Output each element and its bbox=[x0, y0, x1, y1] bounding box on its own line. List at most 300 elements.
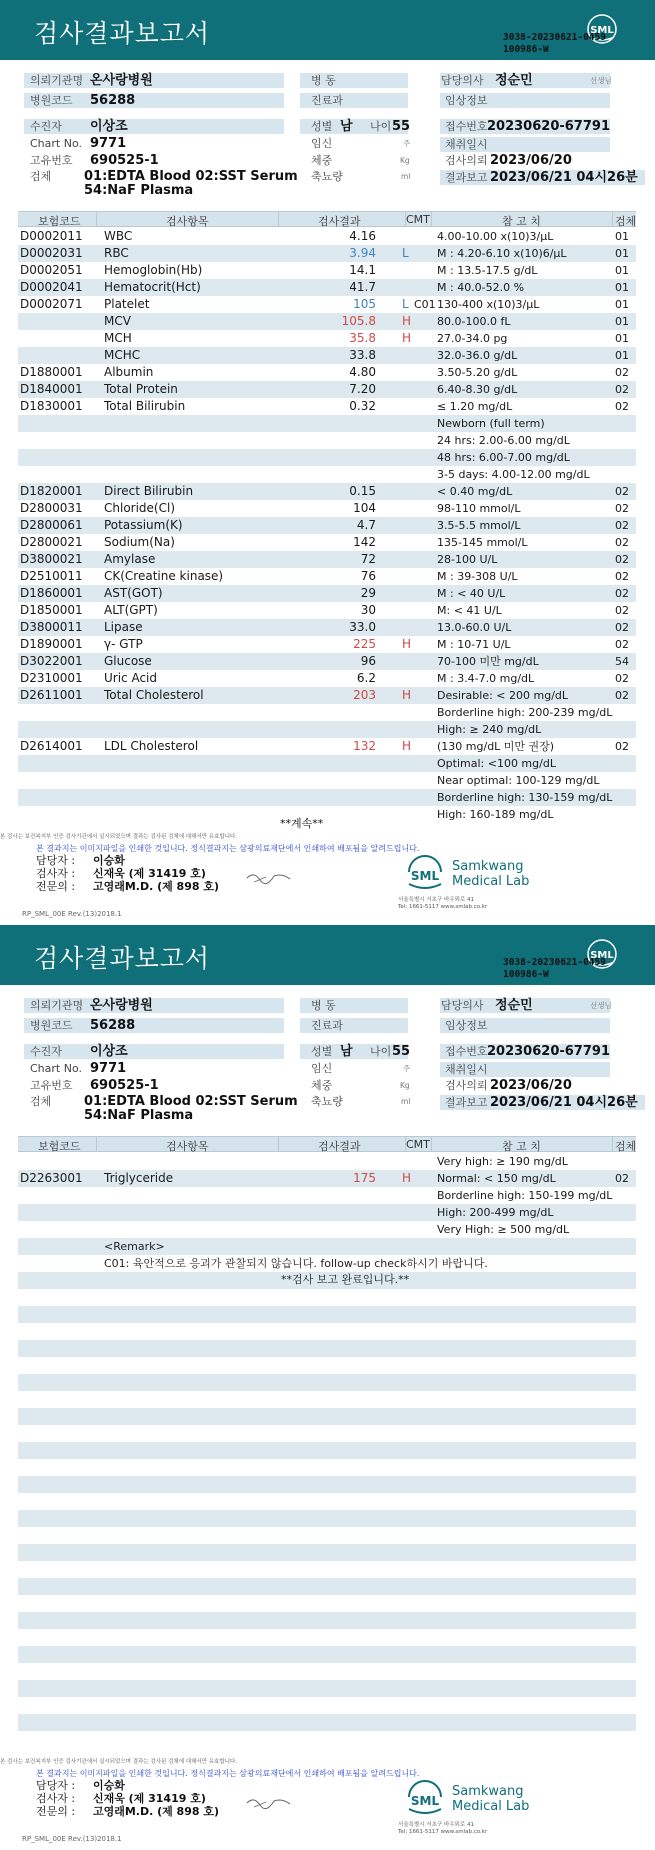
test-code: D1850001 bbox=[20, 603, 83, 617]
age-label: 나이 bbox=[370, 120, 392, 133]
reference-range: 48 hrs: 6.00-7.00 mg/dL bbox=[437, 451, 570, 464]
remark-line: C01: 육안적으로 응괴가 관찰되지 않습니다. follow-up check하시기 바랍니다. bbox=[104, 1257, 488, 1270]
reference-range: M : 3.4-7.0 mg/dL bbox=[437, 672, 535, 685]
sex-label: 성별 bbox=[311, 120, 333, 133]
test-name: RBC bbox=[104, 246, 129, 260]
test-code: D0002031 bbox=[20, 246, 83, 260]
specimen-code: 02 bbox=[615, 604, 629, 617]
collect-label: 채취일시 bbox=[445, 1063, 488, 1076]
specimen-code: 02 bbox=[615, 689, 629, 702]
footer-tel: Tel: 1661-5117 www.smlab.co.kr bbox=[398, 1829, 488, 1835]
svg-text:SML: SML bbox=[410, 869, 440, 883]
recv-label: 수진자 bbox=[30, 120, 62, 133]
staff3-name: 고영래M.D. (제 898 호) bbox=[92, 880, 220, 893]
row-stripe bbox=[18, 1612, 636, 1629]
test-result: 29 bbox=[360, 586, 376, 600]
test-result: 4.80 bbox=[349, 365, 376, 379]
accept-value: 20230620-67791 bbox=[487, 1044, 610, 1059]
row-stripe bbox=[18, 1306, 636, 1323]
recv-label: 수진자 bbox=[30, 1045, 62, 1058]
test-result: 4.7 bbox=[356, 518, 376, 532]
footer-tiny-line: 본 검사는 보건복지부 인증 검사기관에서 실시되었으며 결과는 검사된 검체에 대해서만 유효합니다. bbox=[0, 1759, 238, 1765]
svg-text:SML: SML bbox=[590, 25, 614, 36]
col-cmt: CMT bbox=[406, 213, 430, 226]
staff2-name: 신재욱 (제 31419 호) bbox=[92, 867, 206, 880]
svg-text:SML: SML bbox=[590, 950, 614, 961]
spec-label: 검체 bbox=[30, 1095, 52, 1108]
sex-value: 남 bbox=[340, 119, 353, 134]
test-result: 33.8 bbox=[349, 348, 376, 362]
specimen-code: 54 bbox=[615, 655, 629, 668]
test-name: Sodium(Na) bbox=[104, 535, 175, 549]
reference-range: 32.0-36.0 g/dL bbox=[437, 349, 518, 362]
reference-range: Borderline high: 130-159 mg/dL bbox=[437, 791, 613, 804]
report-date-value: 2023/06/21 04시26분 bbox=[490, 1095, 638, 1110]
test-name: ALT(GPT) bbox=[104, 603, 158, 617]
test-name: Total Protein bbox=[104, 382, 178, 396]
test-result: 203 bbox=[353, 688, 376, 702]
footer-tel: Tel: 1661-5117 www.smlab.co.kr bbox=[398, 904, 488, 910]
reference-range: High: 160-189 mg/dL bbox=[437, 808, 554, 821]
test-code: D1830001 bbox=[20, 399, 83, 413]
specimen-code: 02 bbox=[615, 519, 629, 532]
col-code: 보험코드 bbox=[38, 1140, 81, 1153]
specimen-code: 02 bbox=[615, 1172, 629, 1185]
reference-range: High: 200-499 mg/dL bbox=[437, 1206, 554, 1219]
test-name: Potassium(K) bbox=[104, 518, 183, 532]
reference-range: M : < 40 U/L bbox=[437, 587, 506, 600]
footer-address: 서울특별시 서초구 바우뫼로 41 bbox=[398, 897, 475, 903]
reference-range: 3.5-5.5 mmol/L bbox=[437, 519, 521, 532]
test-result: 76 bbox=[360, 569, 376, 583]
signature-scribble bbox=[244, 868, 294, 888]
row-stripe bbox=[18, 1544, 636, 1561]
reference-range: 27.0-34.0 pg bbox=[437, 332, 508, 345]
staff1-name: 이승화 bbox=[92, 1779, 125, 1792]
hosp-code-value: 56288 bbox=[90, 93, 136, 108]
recv-value: 이상조 bbox=[90, 119, 128, 134]
row-stripe bbox=[18, 1391, 636, 1408]
reference-range: Newborn (full term) bbox=[437, 417, 545, 430]
test-result: 30 bbox=[360, 603, 376, 617]
recv-value: 이상조 bbox=[90, 1044, 128, 1059]
col-code: 보험코드 bbox=[38, 215, 81, 228]
col-ref: 참 고 치 bbox=[502, 215, 541, 228]
ward-label: 병 동 bbox=[311, 999, 336, 1012]
staff3-name: 고영래M.D. (제 898 호) bbox=[92, 1805, 220, 1818]
report-title: 검사결과보고서 bbox=[34, 944, 211, 973]
reference-range: 6.40-8.30 g/dL bbox=[437, 383, 518, 396]
test-name: AST(GOT) bbox=[104, 586, 163, 600]
row-stripe bbox=[18, 1646, 636, 1663]
inst-label: 의뢰기관명 bbox=[30, 999, 84, 1012]
specimen-code: 02 bbox=[615, 740, 629, 753]
test-result bbox=[296, 772, 376, 789]
test-name: Uric Acid bbox=[104, 671, 158, 685]
uid-label: 고유번호 bbox=[30, 1079, 73, 1092]
row-stripe bbox=[18, 1425, 636, 1442]
test-name: Lipase bbox=[104, 620, 143, 634]
test-code: D2611001 bbox=[20, 688, 83, 702]
specimen-code: 01 bbox=[615, 298, 629, 311]
specimen-code: 02 bbox=[615, 553, 629, 566]
test-result: 132 bbox=[353, 739, 376, 753]
age-label: 나이 bbox=[370, 1045, 392, 1058]
ward-label: 병 동 bbox=[311, 74, 336, 87]
report-page-2 bbox=[0, 925, 655, 1850]
row-stripe bbox=[18, 1374, 636, 1391]
test-code: D0002011 bbox=[20, 229, 83, 243]
patient-info bbox=[0, 70, 655, 198]
report-complete: **검사 보고 완료입니다.** bbox=[281, 1273, 410, 1286]
test-result: 175 bbox=[353, 1171, 376, 1185]
reference-range: 3.50-5.20 g/dL bbox=[437, 366, 518, 379]
test-result: 3.94 bbox=[349, 246, 376, 260]
specimen-code: 01 bbox=[615, 315, 629, 328]
col-result: 검사결과 bbox=[318, 215, 361, 228]
test-result: 6.2 bbox=[356, 671, 376, 685]
dept-label: 진료과 bbox=[311, 1019, 343, 1032]
chart-value: 9771 bbox=[90, 136, 127, 151]
test-code: D2310001 bbox=[20, 671, 83, 685]
test-code: D3800021 bbox=[20, 552, 83, 566]
collect-label: 채취일시 bbox=[445, 138, 488, 151]
footer-address: 서울특별시 서초구 바우뫼로 41 bbox=[398, 1822, 475, 1828]
reference-range: High: ≥ 240 mg/dL bbox=[437, 723, 542, 736]
staff3-label: 전문의 : bbox=[36, 1805, 76, 1818]
test-code: D2263001 bbox=[20, 1171, 83, 1185]
specimen-code: 02 bbox=[615, 672, 629, 685]
inst-value: 온사랑병원 bbox=[90, 73, 153, 88]
test-code: D2800031 bbox=[20, 501, 83, 515]
reference-range: Optimal: <100 mg/dL bbox=[437, 757, 556, 770]
result-flag: H bbox=[402, 688, 412, 702]
test-name: CK(Creatine kinase) bbox=[104, 569, 224, 583]
result-flag: H bbox=[402, 314, 412, 328]
footer-notice: 본 결과지는 이미지파일을 인쇄한 것입니다. 정식결과지는 삼광의료재단에서 인쇄하여 배포됨을 알려드립니다. bbox=[36, 844, 420, 853]
reference-range: M : 13.5-17.5 g/dL bbox=[437, 264, 538, 277]
sex-value: 남 bbox=[340, 1044, 353, 1059]
col-spec: 검체 bbox=[615, 215, 637, 228]
report-id-line1: 3038-20230621-0459 bbox=[503, 957, 606, 968]
report-id-line2: 100986-W bbox=[503, 44, 549, 55]
brand-line2: Medical Lab bbox=[452, 874, 530, 889]
test-code: D1820001 bbox=[20, 484, 83, 498]
test-result: 105 bbox=[353, 297, 376, 311]
specimen-code: 01 bbox=[615, 281, 629, 294]
test-result bbox=[296, 704, 376, 721]
reference-range: 98-110 mmol/L bbox=[437, 502, 521, 515]
col-spec: 검체 bbox=[615, 1140, 637, 1153]
accept-label: 접수번호 bbox=[445, 120, 488, 133]
uid-label: 고유번호 bbox=[30, 154, 73, 167]
col-ref: 참 고 치 bbox=[502, 1140, 541, 1153]
row-stripe bbox=[18, 1510, 636, 1527]
reference-range: 13.0-60.0 U/L bbox=[437, 621, 512, 634]
report-title: 검사결과보고서 bbox=[34, 19, 211, 48]
reference-range: (130 mg/dL 미만 권장) bbox=[437, 740, 555, 753]
report-header bbox=[0, 925, 655, 985]
test-result: 142 bbox=[353, 535, 376, 549]
reference-range: Very High: ≥ 500 mg/dL bbox=[437, 1223, 570, 1236]
test-name: Total Cholesterol bbox=[104, 688, 204, 702]
result-flag: H bbox=[402, 739, 412, 753]
test-name: Direct Bilirubin bbox=[104, 484, 194, 498]
staff2-label: 검사자 : bbox=[36, 867, 76, 880]
test-name: Albumin bbox=[104, 365, 154, 379]
preg-label: 임신 bbox=[311, 1062, 333, 1075]
report-id-line1: 3038-20230621-0459 bbox=[503, 32, 606, 43]
spec-label: 검체 bbox=[30, 170, 52, 183]
chart-label: Chart No. bbox=[30, 137, 82, 150]
test-result: 96 bbox=[360, 654, 376, 668]
spec-value-1: 01:EDTA Blood 02:SST Serum bbox=[84, 1094, 298, 1109]
test-code: D1860001 bbox=[20, 586, 83, 600]
urine-label: 축뇨량 bbox=[311, 170, 343, 183]
specimen-code: 02 bbox=[615, 366, 629, 379]
comment-code: C01 bbox=[414, 298, 436, 311]
test-code: D2510011 bbox=[20, 569, 83, 583]
results-table-header bbox=[18, 1136, 636, 1152]
test-result bbox=[296, 789, 376, 806]
test-result bbox=[296, 1221, 376, 1238]
spec-value-2: 54:NaF Plasma bbox=[84, 183, 194, 198]
test-result: 0.32 bbox=[349, 399, 376, 413]
col-cmt: CMT bbox=[406, 1138, 430, 1151]
row-stripe bbox=[18, 1476, 636, 1493]
col-item: 검사항목 bbox=[166, 1140, 209, 1153]
specimen-code: 01 bbox=[615, 349, 629, 362]
specimen-code: 02 bbox=[615, 638, 629, 651]
test-code: D0002051 bbox=[20, 263, 83, 277]
reference-range: 4.00-10.00 x(10)3/μL bbox=[437, 230, 554, 243]
test-name: MCV bbox=[104, 314, 131, 328]
reference-range: Very high: ≥ 190 mg/dL bbox=[437, 1155, 568, 1168]
test-result: 72 bbox=[360, 552, 376, 566]
reference-range: Borderline high: 150-199 mg/dL bbox=[437, 1189, 613, 1202]
urine-unit: ml bbox=[401, 1097, 411, 1106]
specimen-code: 02 bbox=[615, 383, 629, 396]
specimen-code: 02 bbox=[615, 485, 629, 498]
test-result: 4.16 bbox=[349, 229, 376, 243]
row-stripe bbox=[18, 1527, 636, 1544]
reference-range: Desirable: < 200 mg/dL bbox=[437, 689, 569, 702]
test-name: MCHC bbox=[104, 348, 141, 362]
accept-value: 20230620-67791 bbox=[487, 119, 610, 134]
test-code: D2614001 bbox=[20, 739, 83, 753]
doctor-value: 정순민 bbox=[495, 73, 533, 88]
spec-value-1: 01:EDTA Blood 02:SST Serum bbox=[84, 169, 298, 184]
weight-unit: Kg bbox=[400, 1081, 410, 1090]
reference-range: M : 4.20-6.10 x(10)6/μL bbox=[437, 247, 567, 260]
specimen-code: 01 bbox=[615, 332, 629, 345]
test-name: Glucose bbox=[104, 654, 152, 668]
chart-value: 9771 bbox=[90, 1061, 127, 1076]
reference-range: ≤ 1.20 mg/dL bbox=[437, 400, 513, 413]
test-result bbox=[296, 415, 376, 432]
test-result: 41.7 bbox=[349, 280, 376, 294]
test-name: Chloride(Cl) bbox=[104, 501, 176, 515]
specimen-code: 02 bbox=[615, 502, 629, 515]
result-flag: L bbox=[402, 297, 409, 311]
test-result bbox=[296, 1153, 376, 1170]
inst-value: 온사랑병원 bbox=[90, 998, 153, 1013]
results-table-header bbox=[18, 211, 636, 227]
result-flag: H bbox=[402, 637, 412, 651]
test-result: 14.1 bbox=[349, 263, 376, 277]
weight-label: 체중 bbox=[311, 154, 333, 167]
row-stripe bbox=[18, 1731, 636, 1748]
specimen-code: 02 bbox=[615, 570, 629, 583]
test-name: γ- GTP bbox=[104, 637, 143, 651]
test-result bbox=[296, 1204, 376, 1221]
row-stripe bbox=[18, 1340, 636, 1357]
result-flag: H bbox=[402, 331, 412, 345]
row-stripe bbox=[18, 1493, 636, 1510]
reference-range: 135-145 mmol/L bbox=[437, 536, 528, 549]
age-value: 55 bbox=[392, 1044, 411, 1059]
clinical-label: 임상정보 bbox=[445, 1019, 488, 1032]
clinical-label: 임상정보 bbox=[445, 94, 488, 107]
test-code: D2800061 bbox=[20, 518, 83, 532]
col-item: 검사항목 bbox=[166, 215, 209, 228]
uid-value: 690525-1 bbox=[90, 153, 159, 168]
staff1-name: 이승화 bbox=[92, 854, 125, 867]
footer-notice: 본 결과지는 이미지파일을 인쇄한 것입니다. 정식결과지는 삼광의료재단에서 인쇄하여 배포됨을 알려드립니다. bbox=[36, 1769, 420, 1778]
row-stripe bbox=[18, 1697, 636, 1714]
specimen-code: 02 bbox=[615, 621, 629, 634]
remark-title: <Remark> bbox=[104, 1240, 165, 1253]
row-stripe bbox=[18, 1680, 636, 1697]
doctor-value: 정순민 bbox=[495, 998, 533, 1013]
row-stripe bbox=[18, 1289, 636, 1306]
doctor-suffix: 선생님 bbox=[590, 1001, 612, 1010]
reference-range: M: < 41 U/L bbox=[437, 604, 502, 617]
test-result: 35.8 bbox=[349, 331, 376, 345]
req-value: 2023/06/20 bbox=[490, 1078, 572, 1093]
test-result: 7.20 bbox=[349, 382, 376, 396]
sml-footer-logo-icon bbox=[405, 854, 445, 892]
sex-label: 성별 bbox=[311, 1045, 333, 1058]
spec-value-2: 54:NaF Plasma bbox=[84, 1108, 194, 1123]
test-name: Platelet bbox=[104, 297, 150, 311]
specimen-code: 02 bbox=[615, 400, 629, 413]
chart-label: Chart No. bbox=[30, 1062, 82, 1075]
row-stripe bbox=[18, 1323, 636, 1340]
test-code: D1880001 bbox=[20, 365, 83, 379]
reference-range: < 0.40 mg/dL bbox=[437, 485, 513, 498]
doctor-suffix: 선생님 bbox=[590, 76, 612, 85]
col-result: 검사결과 bbox=[318, 1140, 361, 1153]
age-value: 55 bbox=[392, 119, 411, 134]
reference-range: 28-100 U/L bbox=[437, 553, 498, 566]
req-value: 2023/06/20 bbox=[490, 153, 572, 168]
specimen-code: 01 bbox=[615, 247, 629, 260]
test-result bbox=[296, 1187, 376, 1204]
test-result: 225 bbox=[353, 637, 376, 651]
row-stripe bbox=[18, 1578, 636, 1595]
inst-label: 의뢰기관명 bbox=[30, 74, 84, 87]
reference-range: 130-400 x(10)3/μL bbox=[437, 298, 540, 311]
row-stripe bbox=[18, 1595, 636, 1612]
row-stripe bbox=[18, 1459, 636, 1476]
row-stripe bbox=[18, 1561, 636, 1578]
weight-unit: Kg bbox=[400, 156, 410, 165]
dept-label: 진료과 bbox=[311, 94, 343, 107]
sml-footer-logo-icon bbox=[405, 1779, 445, 1817]
brand-line1: Samkwang bbox=[452, 1784, 524, 1799]
staff2-name: 신재욱 (제 31419 호) bbox=[92, 1792, 206, 1805]
preg-unit: 주 bbox=[403, 139, 411, 148]
test-code: D0002071 bbox=[20, 297, 83, 311]
result-flag: H bbox=[402, 1171, 412, 1185]
reference-range: Normal: < 150 mg/dL bbox=[437, 1172, 556, 1185]
svg-text:SML: SML bbox=[410, 1794, 440, 1808]
test-name: Hematocrit(Hct) bbox=[104, 280, 201, 294]
row-stripe bbox=[18, 1714, 636, 1731]
staff2-label: 검사자 : bbox=[36, 1792, 76, 1805]
staff1-label: 담당자 : bbox=[36, 1779, 76, 1792]
row-stripe bbox=[18, 1663, 636, 1680]
specimen-code: 02 bbox=[615, 536, 629, 549]
test-code: D0002041 bbox=[20, 280, 83, 294]
accept-label: 접수번호 bbox=[445, 1045, 488, 1058]
preg-label: 임신 bbox=[311, 137, 333, 150]
report-date-value: 2023/06/21 04시26분 bbox=[490, 170, 638, 185]
test-result bbox=[296, 466, 376, 483]
row-stripe bbox=[18, 1442, 636, 1459]
uid-value: 690525-1 bbox=[90, 1078, 159, 1093]
reference-range: 3-5 days: 4.00-12.00 mg/dL bbox=[437, 468, 590, 481]
continue-marker: **계속** bbox=[280, 817, 324, 830]
specimen-code: 01 bbox=[615, 230, 629, 243]
test-code: D1840001 bbox=[20, 382, 83, 396]
test-name: MCH bbox=[104, 331, 132, 345]
signature-scribble bbox=[244, 1793, 294, 1813]
report-header bbox=[0, 0, 655, 60]
hosp-code-label: 병원코드 bbox=[30, 1019, 73, 1032]
test-name: Amylase bbox=[104, 552, 156, 566]
test-result bbox=[296, 449, 376, 466]
brand-line2: Medical Lab bbox=[452, 1799, 530, 1814]
patient-info bbox=[0, 995, 655, 1123]
report-label: 결과보고 bbox=[445, 1096, 488, 1109]
weight-label: 체중 bbox=[311, 1079, 333, 1092]
test-code: D3022001 bbox=[20, 654, 83, 668]
report-id-line2: 100986-W bbox=[503, 969, 549, 980]
specimen-code: 01 bbox=[615, 264, 629, 277]
urine-label: 축뇨량 bbox=[311, 1095, 343, 1108]
specimen-code: 02 bbox=[615, 587, 629, 600]
result-flag: L bbox=[402, 246, 409, 260]
test-code: D1890001 bbox=[20, 637, 83, 651]
form-code: RP_SML_00E Rev.(13)2018.1 bbox=[22, 1835, 122, 1843]
test-name: Triglyceride bbox=[104, 1171, 174, 1185]
reference-range: Borderline high: 200-239 mg/dL bbox=[437, 706, 613, 719]
row-stripe bbox=[18, 1629, 636, 1646]
test-result: 0.15 bbox=[349, 484, 376, 498]
test-code: D2800021 bbox=[20, 535, 83, 549]
reference-range: 80.0-100.0 fL bbox=[437, 315, 511, 328]
test-name: Total Bilirubin bbox=[104, 399, 186, 413]
test-result: 104 bbox=[353, 501, 376, 515]
reference-range: M : 10-71 U/L bbox=[437, 638, 511, 651]
form-code: RP_SML_00E Rev.(13)2018.1 bbox=[22, 910, 122, 918]
test-result bbox=[296, 721, 376, 738]
brand-line1: Samkwang bbox=[452, 859, 524, 874]
test-name: Hemoglobin(Hb) bbox=[104, 263, 203, 277]
test-result bbox=[296, 755, 376, 772]
